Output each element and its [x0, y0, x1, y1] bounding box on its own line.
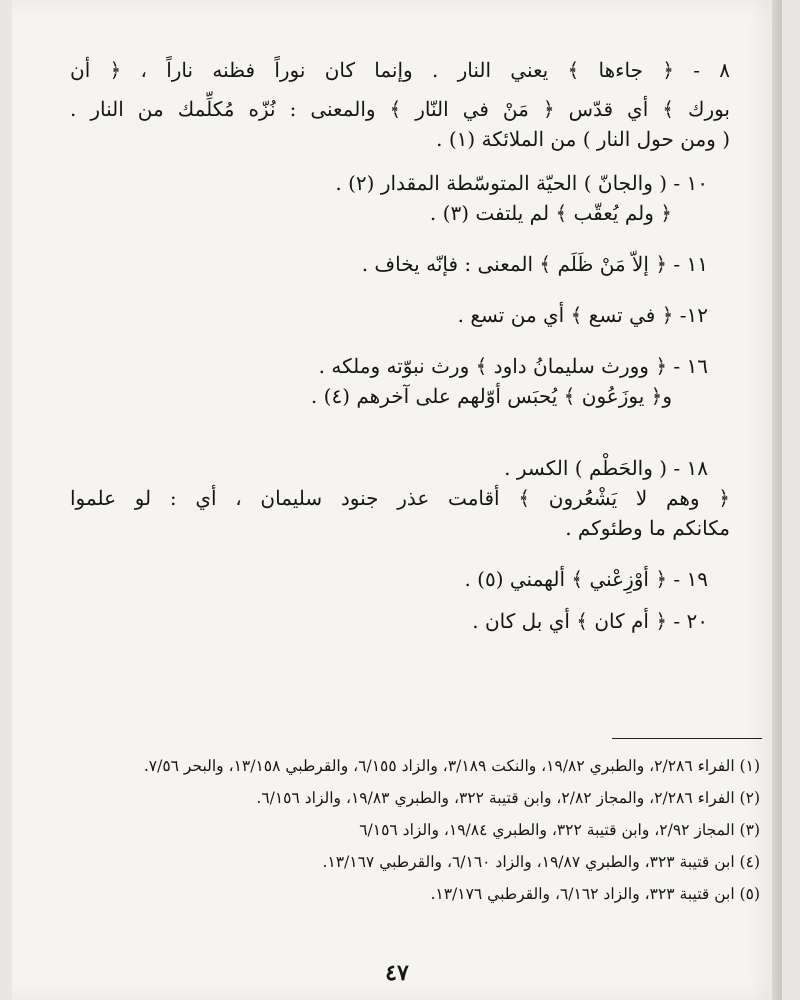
text-line: ( ومن حول النار ) من الملائكة (١) .: [436, 127, 730, 151]
page-number: ٤٧: [385, 960, 409, 986]
text-line: ١١ - ﴿ إلاّ مَنْ ظَلَم ﴾ المعنى : فإنّه يخاف .: [361, 252, 708, 276]
text-line: ١٦ - ﴿ وورث سليمانُ داود ﴾ ورث نبوّته وملكه .: [318, 354, 708, 378]
footnotes: [48, 755, 760, 915]
footnote: (٣) المجاز ٢/٩٢، وابن قتيبة ٣٢٢، والطبري ١٩/٨٤، والزاد ٦/١٥٦: [359, 821, 760, 839]
text-line: ﴿ ولم يُعقّب ﴾ لم يلتفت (٣) .: [429, 201, 672, 225]
text-line: بورك ﴾ أي قدّس ﴿ مَنْ في النّار ﴾ والمعنى : نُزّه مُكلِّمك من النار .: [70, 97, 730, 121]
text-line: ١٢- ﴿ في تسع ﴾ أي من تسع .: [457, 303, 708, 327]
footnote-divider: [612, 738, 762, 739]
text-line: ١٠ - ( والجانّ ) الحيّة المتوسّطة المقدار (٢) .: [335, 171, 708, 195]
footnote: (٤) ابن قتيبة ٣٢٣، والطبري ١٩/٨٧، والزاد ٦/١٦٠، والقرطبي ١٣/١٦٧.: [322, 853, 760, 871]
text-line: ٢٠ - ﴿ أم كان ﴾ أي بل كان .: [472, 609, 708, 633]
text-line: ١٩ - ﴿ أوْزِعْني ﴾ ألهمني (٥) .: [464, 567, 708, 591]
footnote: (٢) الفراء ٢/٢٨٦، والمجاز ٢/٨٢، وابن قتيبة ٣٢٢، والطبري ١٩/٨٣، والزاد ٦/١٥٦.: [256, 789, 760, 807]
book-page: [12, 0, 782, 1000]
page-edge: [772, 0, 782, 1000]
text-line: مكانكم ما وطئوكم .: [565, 516, 730, 540]
footnote: (٥) ابن قتيبة ٣٢٣، والزاد ٦/١٦٢، والقرطبي ١٣/١٧٦.: [430, 885, 760, 903]
text-line: ١٨ - ( والحَطْم ) الكسر .: [504, 456, 708, 480]
text-line: و﴿ يوزَعُون ﴾ يُحبَس أوّلهم على آخرهم (٤) .: [310, 384, 672, 408]
text-line: ٨ - ﴿ جاءها ﴾ يعني النار . وإنما كان نوراً فظنه ناراً ، ﴿ أن: [70, 58, 730, 82]
main-text: [70, 55, 730, 636]
footnote: (١) الفراء ٢/٢٨٦، والطبري ١٩/٨٢، والنكت ٣/١٨٩، والزاد ٦/١٥٥، والقرطبي ١٣/١٥٨، والبحر ٧/٥٦.: [143, 757, 760, 775]
text-line: ﴿ وهم لا يَشْعُرون ﴾ أقامت عذر جنود سليمان ، أي : لو علموا: [70, 486, 730, 510]
